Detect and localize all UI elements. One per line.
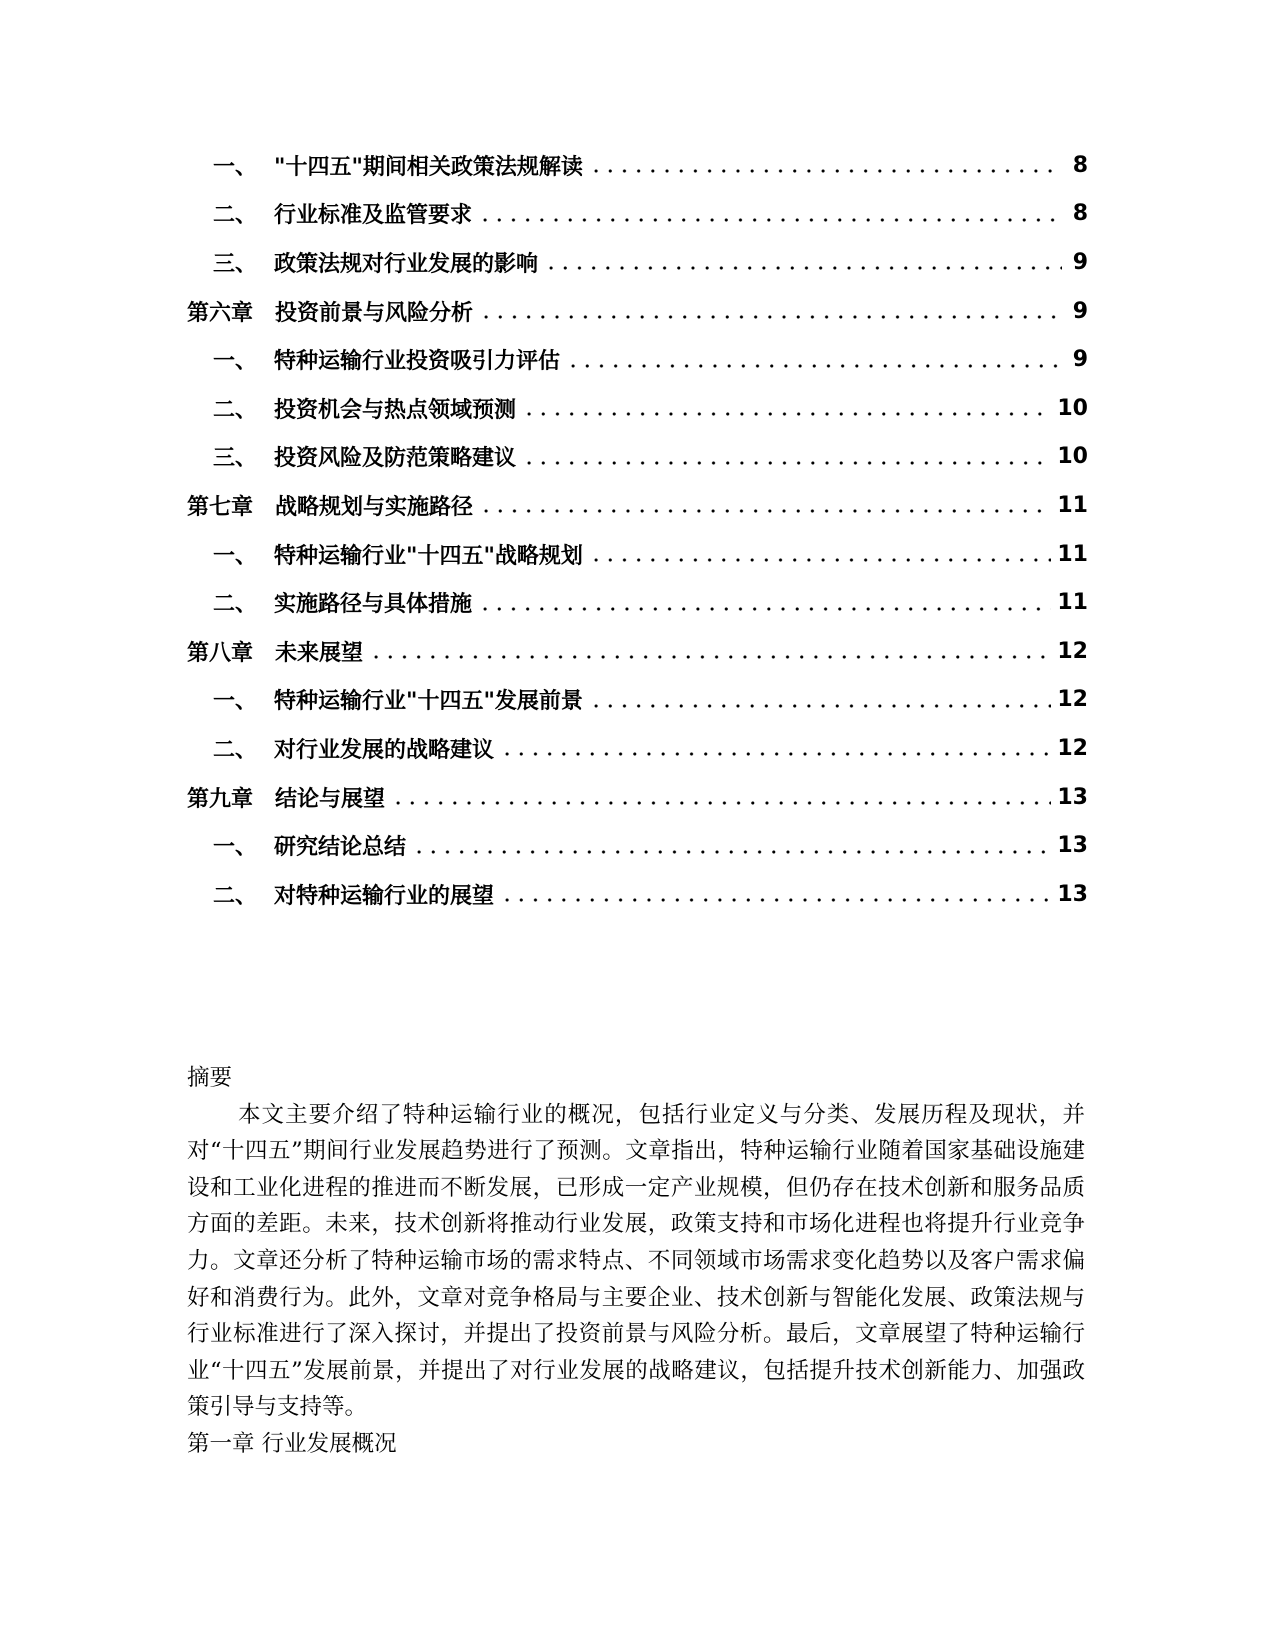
toc-entry[interactable] — [187, 724, 1088, 773]
toc-entry-title: 战略规划与实施路径 — [275, 494, 474, 520]
toc-entry-number: 三、 — [213, 251, 258, 277]
toc-dot-leader — [412, 850, 1051, 854]
toc-entry[interactable] — [187, 870, 1088, 919]
toc-entry-page: 10 — [1057, 444, 1088, 470]
toc-dot-leader — [479, 509, 1051, 513]
toc-entry-number: 第七章 — [187, 494, 254, 520]
toc-entry[interactable] — [187, 190, 1088, 239]
toc-entry-page: 12 — [1057, 687, 1088, 713]
toc-entry-page: 13 — [1057, 833, 1088, 859]
toc-entry-number: 一、 — [213, 154, 258, 180]
toc-entry-number: 一、 — [213, 835, 258, 861]
toc-entry-number: 三、 — [213, 446, 258, 472]
table-of-contents — [187, 141, 1088, 919]
toc-entry-page: 8 — [1072, 201, 1088, 227]
toc-entry-title: "十四五"期间相关政策法规解读 — [274, 154, 583, 180]
toc-dot-leader — [478, 218, 1062, 222]
toc-chapter-entry[interactable] — [187, 287, 1088, 336]
toc-entry-page: 9 — [1072, 347, 1088, 373]
toc-dot-leader — [500, 752, 1051, 756]
toc-entry-page: 12 — [1057, 735, 1088, 761]
toc-dot-leader — [566, 364, 1062, 368]
toc-entry-number: 一、 — [213, 689, 258, 715]
toc-entry-title: 行业标准及监管要求 — [274, 203, 473, 229]
toc-entry[interactable] — [187, 433, 1088, 482]
toc-dot-leader — [544, 266, 1062, 270]
toc-dot-leader — [522, 461, 1051, 465]
toc-entry-page: 13 — [1057, 881, 1088, 907]
abstract-body: 本文主要介绍了特种运输行业的概况，包括行业定义与分类、发展历程及现状，并对“十四五”期间行业发展趋势进行了预测。文章指出，特种运输行业随着国家基础设施建设和工业化进程的推进而不断发展，已形成一定产业规模，但仍存在技术创新和服务品质方面的差距。未来，技术创新将推动行业发展，政策支持和市场化进程也将提升行业竞争力。文章还分析了特种运输市场的需求特点、不同领域市场需求变化趋势以及客户需求偏好和消费行为。此外，文章对竞争格局与主要企业、技术创新与智能化发展、政策法规与行业标准进行了深入探讨，并提出了投资前景与风险分析。最后，文章展望了特种运输行业“十四五”发展前景，并提出了对行业发展的战略建议，包括提升技术创新能力、加强政策引导与支持等。 — [187, 1101, 1085, 1421]
toc-entry-title: 结论与展望 — [275, 786, 386, 812]
toc-entry-title: 投资机会与热点领域预测 — [274, 397, 517, 423]
toc-entry[interactable] — [187, 384, 1088, 433]
toc-entry-title: 对行业发展的战略建议 — [274, 737, 495, 763]
toc-entry-number: 二、 — [213, 737, 258, 763]
toc-entry-page: 12 — [1057, 638, 1088, 664]
toc-entry-number: 第九章 — [187, 786, 254, 812]
abstract-section — [187, 1060, 1085, 1463]
toc-entry[interactable] — [187, 141, 1088, 190]
toc-entry-number: 第六章 — [187, 300, 254, 326]
toc-chapter-entry[interactable] — [187, 773, 1088, 822]
toc-entry-page: 10 — [1057, 395, 1088, 421]
toc-entry-page: 11 — [1057, 590, 1088, 616]
toc-entry-page: 11 — [1057, 541, 1088, 567]
toc-dot-leader — [478, 607, 1051, 611]
toc-dot-leader — [391, 801, 1051, 805]
toc-entry[interactable] — [187, 676, 1088, 725]
toc-dot-leader — [589, 169, 1062, 173]
toc-entry[interactable] — [187, 578, 1088, 627]
toc-entry-title: 对特种运输行业的展望 — [274, 883, 495, 909]
toc-entry-title: 研究结论总结 — [274, 835, 407, 861]
toc-entry-number: 一、 — [213, 543, 258, 569]
toc-entry-number: 二、 — [213, 397, 258, 423]
toc-entry-page: 9 — [1072, 298, 1088, 324]
toc-dot-leader — [369, 655, 1051, 659]
toc-entry-title: 投资前景与风险分析 — [275, 300, 474, 326]
toc-dot-leader — [500, 898, 1051, 902]
toc-dot-leader — [589, 704, 1051, 708]
toc-entry-title: 未来展望 — [275, 640, 364, 666]
toc-entry-title: 实施路径与具体措施 — [274, 592, 473, 618]
toc-entry-title: 特种运输行业投资吸引力评估 — [274, 349, 561, 375]
toc-entry-page: 11 — [1057, 492, 1088, 518]
toc-chapter-entry[interactable] — [187, 481, 1088, 530]
toc-entry[interactable] — [187, 238, 1088, 287]
toc-entry-number: 二、 — [213, 592, 258, 618]
toc-entry-title: 政策法规对行业发展的影响 — [274, 251, 539, 277]
toc-entry[interactable] — [187, 335, 1088, 384]
toc-chapter-entry[interactable] — [187, 627, 1088, 676]
chapter-heading: 第一章 行业发展概况 — [187, 1430, 397, 1457]
toc-entry-page: 9 — [1072, 249, 1088, 275]
toc-entry-title: 特种运输行业"十四五"战略规划 — [274, 543, 583, 569]
toc-entry-page: 13 — [1057, 784, 1088, 810]
abstract-heading: 摘要 — [187, 1065, 233, 1091]
toc-entry-number: 二、 — [213, 883, 258, 909]
toc-dot-leader — [589, 558, 1051, 562]
toc-dot-leader — [479, 315, 1062, 319]
toc-entry-page: 8 — [1072, 152, 1088, 178]
toc-entry[interactable] — [187, 530, 1088, 579]
toc-entry-number: 一、 — [213, 349, 258, 375]
toc-dot-leader — [522, 412, 1051, 416]
toc-entry-title: 投资风险及防范策略建议 — [274, 446, 517, 472]
toc-entry-number: 第八章 — [187, 640, 254, 666]
toc-entry-title: 特种运输行业"十四五"发展前景 — [274, 689, 583, 715]
toc-entry-number: 二、 — [213, 203, 258, 229]
toc-entry[interactable] — [187, 821, 1088, 870]
